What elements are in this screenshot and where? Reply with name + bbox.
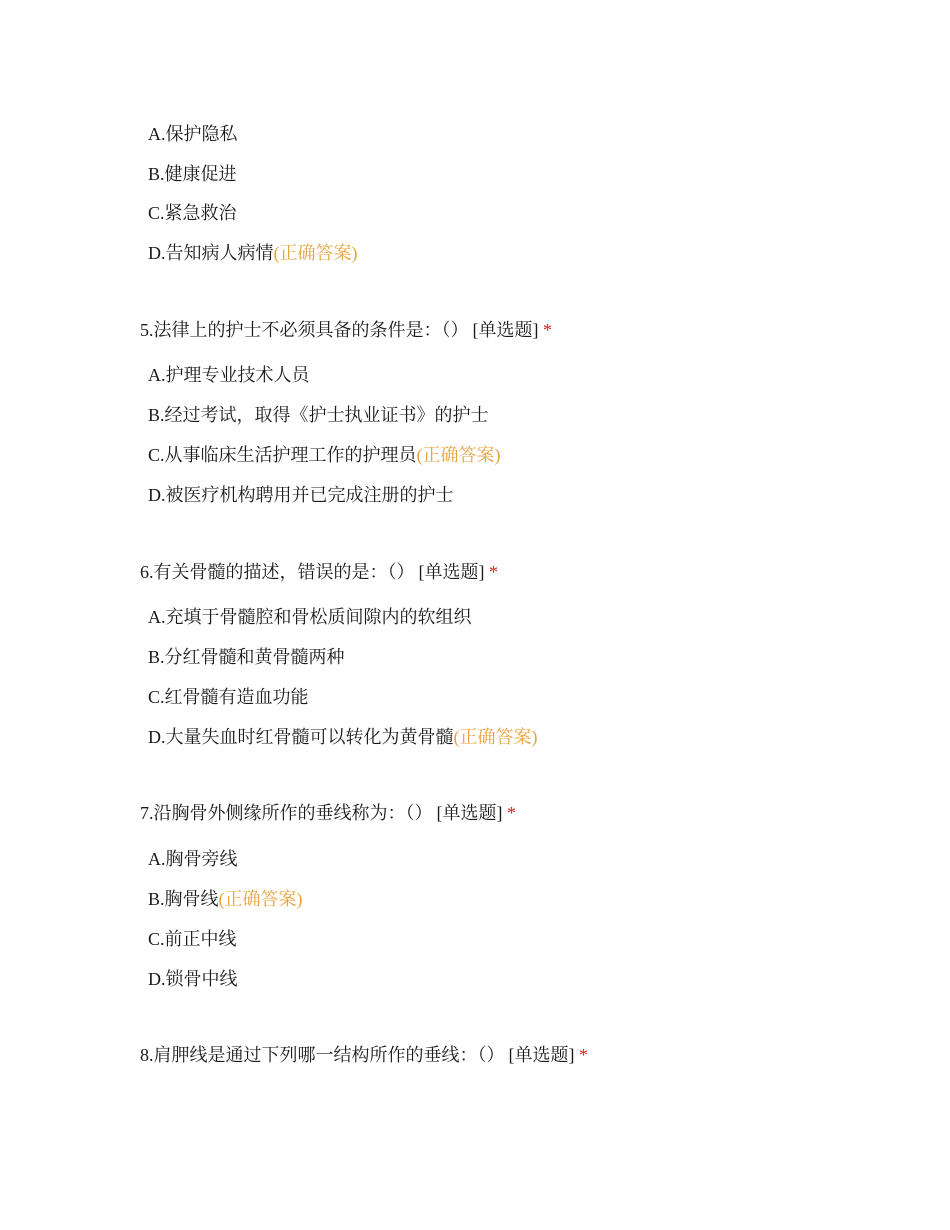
option-q6-a [148,605,472,629]
option-text: B.胸骨线 [148,889,219,909]
question-type: [单选题] [508,1045,575,1065]
correct-answer-tag: (正确答案) [453,727,538,747]
question-text: 7.沿胸骨外侧缘所作的垂线称为：（） [140,803,433,823]
required-mark: * [543,320,552,340]
option-text: A.充填于骨髓腔和骨松质间隙内的软组织 [148,607,472,627]
option-q5-c [148,443,501,467]
option-q6-d [148,725,538,749]
question-title-8 [140,1043,588,1067]
option-text: B.健康促进 [148,164,237,184]
option-text: B.分红骨髓和黄骨髓两种 [148,647,345,667]
question-type: [单选题] [436,803,503,823]
question-type: [单选题] [418,562,485,582]
option-text: C.从事临床生活护理工作的护理员 [148,445,417,465]
option-text: B.经过考试，取得《护士执业证书》的护士 [148,405,489,425]
option-q7-c [148,927,237,951]
option-text: D.大量失血时红骨髓可以转化为黄骨髓 [148,727,454,747]
correct-answer-tag: (正确答案) [416,445,501,465]
question-text: 6.有关骨髓的描述，错误的是：（） [140,562,415,582]
option-q6-c [148,685,309,709]
option-q4-c [148,201,237,225]
option-text: A.护理专业技术人员 [148,365,310,385]
question-title-7 [140,801,516,825]
option-text: C.前正中线 [148,929,237,949]
option-q7-b [148,887,303,911]
required-mark: * [579,1045,588,1065]
question-text: 8.肩胛线是通过下列哪一结构所作的垂线：（） [140,1045,505,1065]
option-q5-d [148,483,454,507]
option-q4-a [148,122,238,146]
option-text: C.红骨髓有造血功能 [148,687,309,707]
option-q4-d [148,241,358,265]
required-mark: * [489,562,498,582]
option-q7-d [148,967,238,991]
option-q4-b [148,162,237,186]
option-q5-b [148,403,489,427]
required-mark: * [507,803,516,823]
question-title-5 [140,318,552,342]
option-text: A.保护隐私 [148,124,238,144]
option-text: D.锁骨中线 [148,969,238,989]
option-text: D.被医疗机构聘用并已完成注册的护士 [148,485,454,505]
option-q7-a [148,847,238,871]
question-title-6 [140,560,498,584]
correct-answer-tag: (正确答案) [273,243,358,263]
question-type: [单选题] [472,320,539,340]
option-q6-b [148,645,345,669]
option-text: D.告知病人病情 [148,243,274,263]
option-text: A.胸骨旁线 [148,849,238,869]
option-q5-a [148,363,310,387]
question-text: 5.法律上的护士不必须具备的条件是：（） [140,320,469,340]
correct-answer-tag: (正确答案) [218,889,303,909]
option-text: C.紧急救治 [148,203,237,223]
